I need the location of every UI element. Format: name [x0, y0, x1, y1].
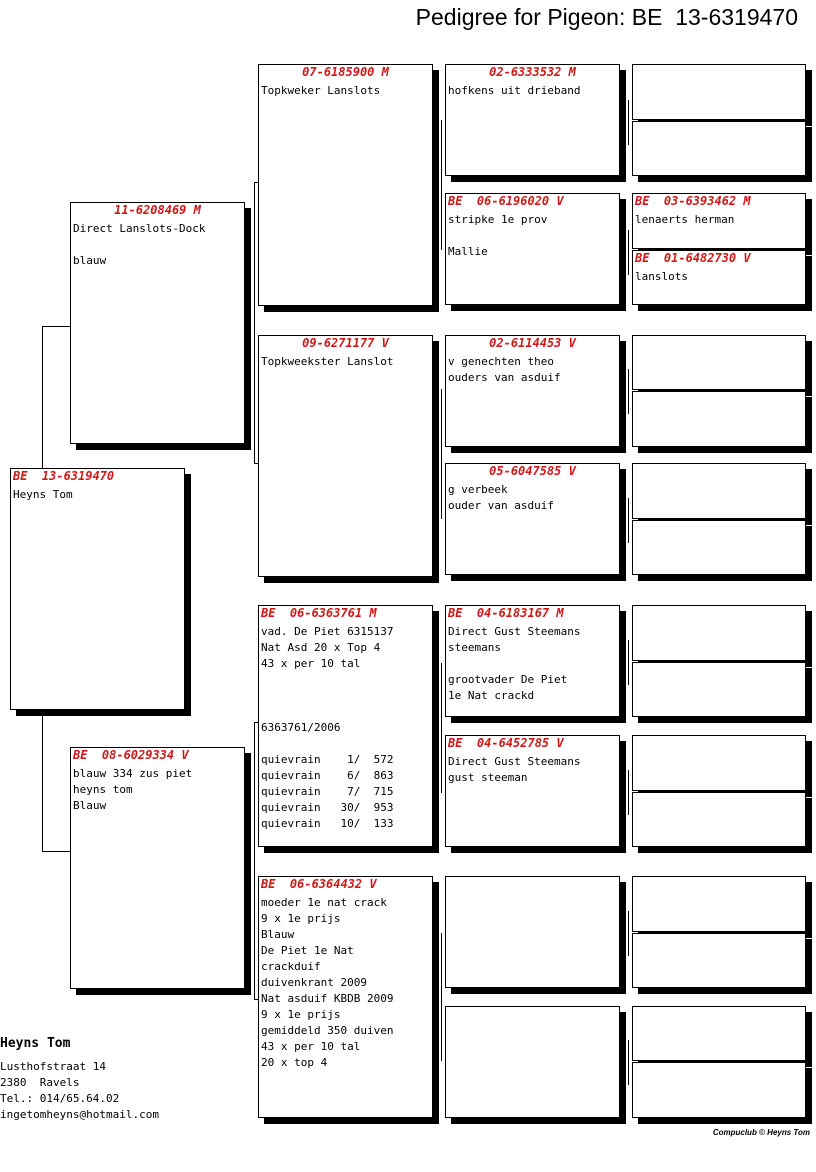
pedigree-card-g5[interactable] [632, 193, 806, 249]
pedigree-card-ssd[interactable] [445, 193, 620, 305]
pedigree-card-g5[interactable] [632, 792, 806, 847]
ring-number [633, 877, 805, 892]
ring-number: 02-6333532 M [489, 65, 576, 79]
connector [42, 851, 70, 852]
pigeon-info-line: duivenkrant 2009 [261, 976, 367, 989]
connector [42, 326, 43, 469]
ring-number: BE 06-6363761 M [261, 606, 377, 620]
pigeon-info-line: quievrain 7/ 715 [261, 785, 394, 798]
ring-number: BE 01-6482730 V [635, 251, 751, 265]
pigeon-info-line: steemans [448, 641, 501, 654]
ring-number [633, 392, 805, 407]
pigeon-info-line: Nat asduif KBDB 2009 [261, 992, 394, 1005]
ring-number [633, 464, 805, 479]
pigeon-info-line: hofkens uit drieband [448, 84, 581, 97]
pigeon-info-line: Heyns Tom [13, 488, 73, 501]
ring-number [633, 663, 805, 678]
pedigree-card-g5[interactable] [632, 391, 806, 447]
page-title: Pedigree for Pigeon: BE 13-6319470 [415, 4, 798, 30]
pigeon-info-line: gemiddeld 350 duiven [261, 1024, 394, 1037]
pigeon-info-line: ouder van asduif [448, 499, 554, 512]
pigeon-info-line: blauw [73, 254, 107, 267]
connector [628, 640, 629, 685]
pigeon-info-line: gust steeman [448, 771, 528, 784]
pigeon-info-line: 6363761/2006 [261, 721, 341, 734]
pedigree-card-subject[interactable] [10, 468, 185, 710]
connector [441, 933, 442, 1061]
pigeon-info-line: Blauw [73, 799, 107, 812]
pigeon-info-line: stripke 1e prov [448, 213, 548, 226]
pigeon-info-line: moeder 1e nat crack [261, 896, 387, 909]
pedigree-card-g5[interactable] [632, 335, 806, 390]
owner-phone: Tel.: 014/65.64.02 [0, 1092, 120, 1105]
pigeon-info-line: heyns tom [73, 783, 133, 796]
pigeon-info-line: quievrain 30/ 953 [261, 801, 394, 814]
pigeon-info-line: 43 x per 10 tal [261, 1040, 361, 1053]
connector [441, 663, 442, 793]
pigeon-info-line: 43 x per 10 tal [261, 657, 361, 670]
pigeon-info-line: v genechten theo [448, 355, 554, 368]
pigeon-info-line: quievrain 10/ 133 [261, 817, 394, 830]
pigeon-info-line: lanslots [635, 270, 688, 283]
pigeon-info-line: De Piet 1e Nat [261, 944, 354, 957]
connector [628, 369, 629, 414]
ring-number [633, 122, 805, 137]
pigeon-info-line: Direct Lanslots-Dock [73, 222, 206, 235]
ring-number: 09-6271177 V [302, 336, 389, 350]
ring-number: 11-6208469 M [114, 203, 201, 217]
connector [628, 770, 629, 815]
ring-number [446, 1007, 619, 1022]
pedigree-card-g5[interactable] [632, 64, 806, 120]
pedigree-card-dam-sire[interactable] [258, 605, 433, 847]
pigeon-info-line: Blauw [261, 928, 295, 941]
pedigree-card-dam[interactable] [70, 747, 245, 989]
pedigree-card-sds[interactable] [445, 335, 620, 447]
credit-footer: Compuclub © Heyns Tom [712, 1128, 810, 1137]
pedigree-card-g5[interactable] [632, 520, 806, 575]
pedigree-card-g5[interactable] [632, 121, 806, 176]
ring-number [633, 336, 805, 351]
pigeon-info-line: quievrain 1/ 572 [261, 753, 394, 766]
pigeon-info-line: 20 x top 4 [261, 1056, 328, 1069]
pigeon-info-line [71, 237, 244, 253]
pigeon-info-line: grootvader De Piet [448, 673, 568, 686]
pigeon-info-line: Mallie [448, 245, 488, 258]
pedigree-card-g5[interactable] [632, 735, 806, 791]
connector [628, 100, 629, 145]
ring-number: BE 06-6196020 V [448, 194, 564, 208]
owner-email: ingetomheyns@hotmail.com [0, 1108, 159, 1121]
pedigree-card-g5[interactable] [632, 933, 806, 988]
pigeon-info-line [259, 672, 432, 688]
pedigree-card-g5[interactable] [632, 463, 806, 519]
connector [254, 182, 255, 464]
connector [42, 716, 43, 852]
owner-name: Heyns Tom [0, 1036, 71, 1051]
pigeon-info-line [446, 656, 619, 672]
ring-number: BE 13-6319470 [13, 469, 115, 483]
pigeon-info-line: lenaerts herman [635, 213, 735, 226]
pedigree-card-g5[interactable] [632, 1062, 806, 1118]
pigeon-info-line [259, 736, 432, 752]
owner-street: Lusthofstraat 14 [0, 1060, 106, 1073]
connector [628, 498, 629, 543]
pedigree-card-g5[interactable] [632, 250, 806, 305]
pedigree-card-sss[interactable] [445, 64, 620, 176]
pigeon-info-line: 9 x 1e prijs [261, 912, 341, 925]
ring-number: BE 08-6029334 V [73, 748, 189, 762]
pedigree-card-sire-dam[interactable] [258, 335, 433, 577]
owner-city: 2380 Ravels [0, 1076, 80, 1089]
ring-number [633, 934, 805, 949]
ring-number [633, 793, 805, 808]
pedigree-card-dam-dam[interactable] [258, 876, 433, 1118]
pedigree-card-sdd[interactable] [445, 463, 620, 575]
pedigree-card-dss[interactable] [445, 605, 620, 717]
pigeon-info-line: 9 x 1e prijs [261, 1008, 341, 1021]
ring-number [446, 877, 619, 892]
pigeon-info-line: 1e Nat crackd [448, 689, 535, 702]
pigeon-info-line: Nat Asd 20 x Top 4 [261, 641, 381, 654]
pigeon-info-line: Topkweker Lanslots [261, 84, 381, 97]
connector [628, 1040, 629, 1085]
pigeon-info-line: vad. De Piet 6315137 [261, 625, 394, 638]
ring-number [633, 521, 805, 536]
pigeon-info-line [259, 688, 432, 704]
pigeon-info-line: blauw 334 zus piet [73, 767, 193, 780]
pigeon-info-line: Direct Gust Steemans [448, 625, 581, 638]
ring-number: 07-6185900 M [302, 65, 389, 79]
connector [628, 230, 629, 275]
connector [628, 911, 629, 956]
pedigree-card-dsd[interactable] [445, 735, 620, 847]
pigeon-info-line: g verbeek [448, 483, 508, 496]
connector [254, 722, 255, 1000]
ring-number: 05-6047585 V [489, 464, 576, 478]
pedigree-card-g5[interactable] [632, 605, 806, 661]
ring-number: BE 04-6452785 V [448, 736, 564, 750]
ring-number: BE 06-6364432 V [261, 877, 377, 891]
pigeon-info-line: Topkweekster Lanslot [261, 355, 394, 368]
ring-number [633, 65, 805, 80]
connector [441, 120, 442, 250]
ring-number [633, 1007, 805, 1022]
pedigree-card-dds[interactable] [445, 876, 620, 988]
pedigree-card-sire-sire[interactable] [258, 64, 433, 306]
pigeon-info-line: Direct Gust Steemans [448, 755, 581, 768]
pedigree-card-g5[interactable] [632, 1006, 806, 1061]
pigeon-info-line: quievrain 6/ 863 [261, 769, 394, 782]
ring-number [633, 736, 805, 751]
ring-number [633, 1063, 805, 1078]
pigeon-info-line [259, 704, 432, 720]
ring-number: BE 03-6393462 M [635, 194, 751, 208]
ring-number [633, 606, 805, 621]
pigeon-info-line: ouders van asduif [448, 371, 561, 384]
pigeon-info-line [446, 228, 619, 244]
pedigree-card-g5[interactable] [632, 662, 806, 717]
connector [441, 389, 442, 519]
pedigree-card-g5[interactable] [632, 876, 806, 932]
pigeon-info-line: crackduif [261, 960, 321, 973]
connector [42, 326, 70, 327]
pedigree-card-sire[interactable] [70, 202, 245, 444]
ring-number: 02-6114453 V [489, 336, 576, 350]
pedigree-card-ddd[interactable] [445, 1006, 620, 1118]
ring-number: BE 04-6183167 M [448, 606, 564, 620]
